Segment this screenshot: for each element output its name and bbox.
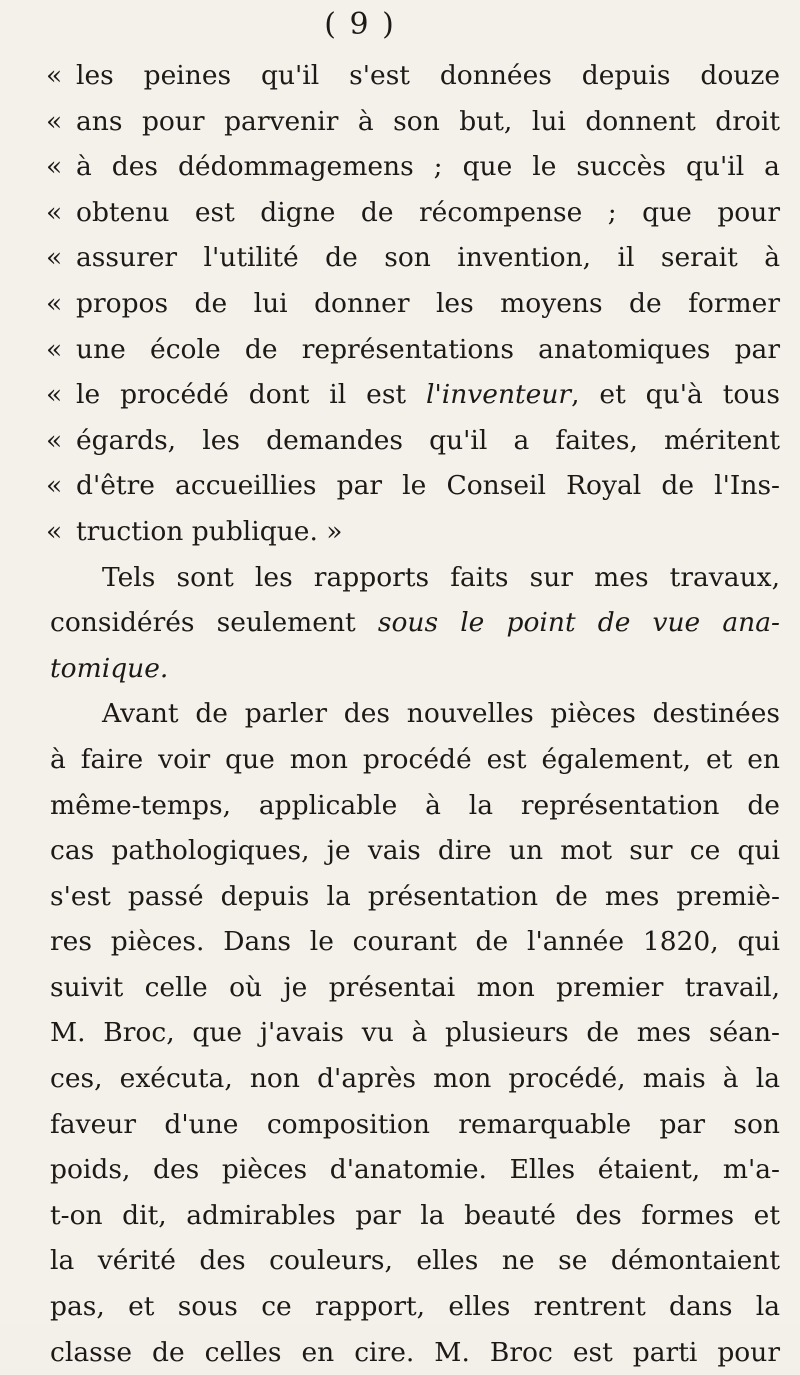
quote-mark: « (46, 287, 63, 319)
text-line (46, 281, 780, 327)
line-text: Avant de parler des nouvelles pièces destinées (102, 698, 780, 730)
line-text: ces, exécuta, non d'après mon procédé, mais à la (50, 1063, 780, 1095)
text-line (50, 646, 780, 692)
text-line (50, 1330, 780, 1375)
text-line (50, 919, 780, 965)
quote-mark: « (46, 60, 63, 91)
line-text: la vérité des couleurs, elles ne se démontaient (50, 1245, 780, 1277)
line-text: suivit celle où je présentai mon premier travail, (50, 971, 780, 1003)
quote-mark: « (46, 379, 63, 411)
text-line (46, 418, 780, 464)
italic-term: l'inventeur (426, 379, 572, 411)
text-line (50, 691, 780, 737)
quote-mark: « (46, 470, 63, 502)
body-text (46, 53, 780, 1375)
line-text: t-on dit, admirables par la beauté des formes et (50, 1199, 780, 1231)
line-text: le procédé dont il est (76, 379, 426, 411)
line-text: à des dédommagemens ; que le succès qu'il a (76, 151, 780, 183)
line-text: classe de celles en cire. M. Broc est parti pour (50, 1336, 780, 1368)
text-line (50, 600, 780, 646)
line-text: poids, des pièces d'anatomie. Elles étaient, m'a- (50, 1154, 780, 1186)
text-line (50, 1238, 780, 1284)
line-text: res pièces. Dans le courant de l'année 1820, qui (50, 926, 780, 958)
line-text: même-temps, applicable à la représentation de (50, 789, 780, 821)
text-line (50, 555, 780, 601)
quote-mark: « (46, 105, 63, 137)
text-line (46, 463, 780, 509)
text-line (50, 1147, 780, 1193)
quote-mark: « (46, 424, 63, 456)
text-line (50, 1056, 780, 1102)
text-line (46, 235, 780, 281)
italic-phrase: sous le point de vue ana- (377, 607, 780, 639)
line-text: Tels sont les rapports faits sur mes travaux, (102, 561, 780, 593)
text-line (46, 53, 780, 99)
line-text: s'est passé depuis la présentation de mes premiè- (50, 880, 780, 912)
text-line (46, 190, 780, 236)
text-line (46, 509, 780, 555)
text-line (50, 1102, 780, 1148)
line-text: propos de lui donner les moyens de former (76, 287, 780, 319)
text-line (46, 327, 780, 373)
line-text: M. Broc, que j'avais vu à plusieurs de mes séan- (50, 1017, 780, 1049)
quote-mark: « (46, 515, 63, 547)
quote-mark: « (46, 196, 63, 228)
line-text: cas pathologiques, je vais dire un mot sur ce qui (50, 835, 780, 867)
text-line (46, 372, 780, 418)
text-line (46, 144, 780, 190)
text-line (50, 874, 780, 920)
quote-mark: « (46, 151, 63, 183)
line-text: une école de représentations anatomiques par (76, 333, 780, 365)
italic-phrase: tomique. (50, 652, 169, 684)
line-text: égards, les demandes qu'il a faites, méritent (76, 424, 780, 456)
text-line (50, 783, 780, 829)
text-line (46, 99, 780, 145)
line-text: considérés seulement (50, 607, 378, 639)
quote-mark: « (46, 333, 63, 365)
text-line (50, 1193, 780, 1239)
line-text: d'être accueillies par le Conseil Royal de l'Ins- (76, 470, 780, 502)
text-line (50, 1284, 780, 1330)
line-text: à faire voir que mon procédé est également, et en (50, 743, 780, 775)
line-text: truction publique. » (76, 515, 343, 547)
page-number: ( 9 ) (324, 7, 396, 42)
text-line (50, 1010, 780, 1056)
line-text: les peines qu'il s'est données depuis douze (76, 60, 780, 91)
line-text: , et qu'à tous (571, 379, 780, 411)
text-line (50, 737, 780, 783)
line-text: assurer l'utilité de son invention, il serait à (76, 242, 780, 274)
quote-mark: « (46, 242, 63, 274)
text-line (50, 965, 780, 1011)
line-text: pas, et sous ce rapport, elles rentrent dans la (50, 1291, 780, 1323)
line-text: faveur d'une composition remarquable par son (50, 1108, 780, 1140)
text-line (50, 828, 780, 874)
line-text: ans pour parvenir à son but, lui donnent droit (76, 105, 780, 137)
line-text: obtenu est digne de récompense ; que pour (76, 196, 780, 228)
